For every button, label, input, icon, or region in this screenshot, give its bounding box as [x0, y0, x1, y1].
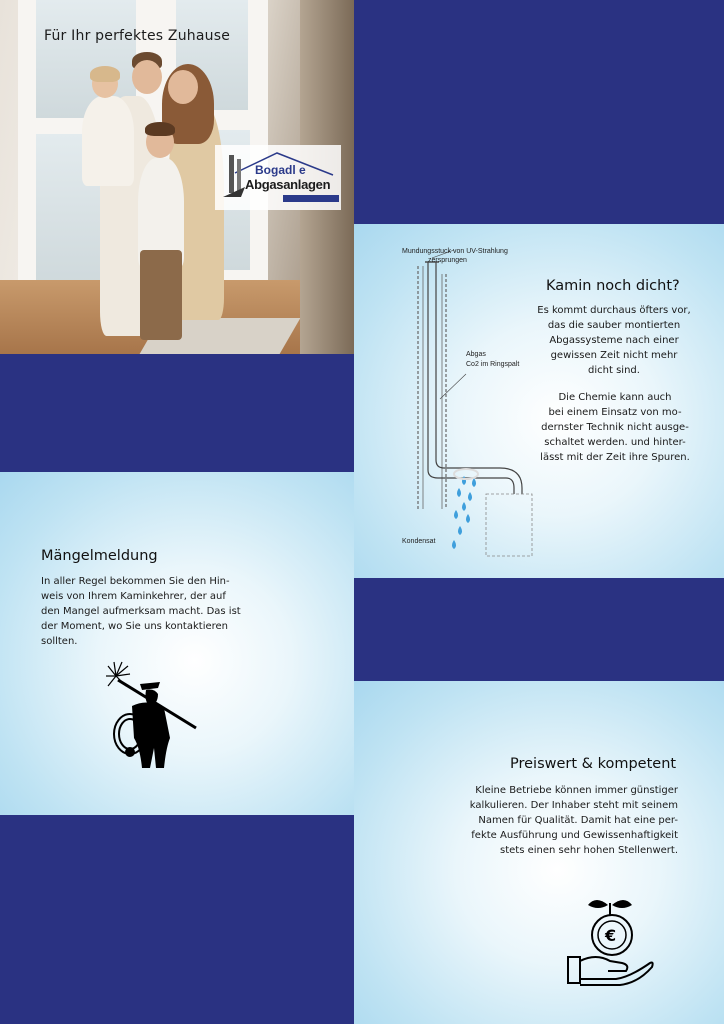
- diagram-label-gas-2: Co2 im Ringspalt: [466, 361, 520, 368]
- family-photo: [0, 0, 354, 354]
- diagram-label-top-2: zersprungen: [428, 257, 467, 264]
- navy-block: [354, 578, 724, 681]
- diagram-label-gas-1: Abgas: [466, 351, 486, 358]
- section-preis: [354, 681, 724, 1024]
- heading-kamin: Kamin noch dicht?: [546, 278, 680, 294]
- company-logo: [215, 145, 341, 210]
- chimney-sweep-icon: [102, 658, 202, 778]
- navy-block: [0, 815, 354, 1024]
- navy-block: [0, 354, 354, 472]
- paragraph-preis: Kleine Betriebe können immer günstiger kalkulieren. Der Inhaber steht mit seinem Namen für Qualität. Damit hat eine per- fekte Ausführung und Gewissenhaftigkeit stets einen sehr hohen Stellenwert.: [469, 785, 678, 856]
- paragraph-maengel: In aller Regel bekommen Sie den Hin- weis von Ihrem Kaminkehrer, der auf den Mangel aufmerksam macht. Das ist der Moment, wo Sie uns kontaktieren sollten.: [41, 576, 241, 647]
- money-hand-icon: [560, 891, 660, 991]
- svg-text:€: €: [605, 926, 617, 945]
- logo-tagline-strip: [283, 195, 339, 202]
- heading-maengel: Mängelmeldung: [41, 548, 158, 564]
- paragraph-kamin-1: Es kommt durchaus öfters vor, das die sauber montierten Abgassysteme nach einer gewissen Zeit nicht mehr dicht sind.: [537, 305, 691, 376]
- little-girl: [82, 96, 134, 186]
- logo-line1: Bogadl e: [255, 163, 306, 177]
- section-maengel: [0, 472, 354, 815]
- logo-line2: Abgasanlagen: [245, 177, 331, 192]
- diagram-label-condensate: Kondensat: [402, 538, 436, 545]
- section-kamin: [354, 224, 724, 578]
- navy-block: [354, 0, 724, 224]
- paragraph-kamin-2: Die Chemie kann auch bei einem Einsatz von mo- dernster Technik nicht ausge- schaltet werden. und hinter- lässt mit der Zeit ihre Spuren.: [540, 392, 690, 463]
- photo-title: Für Ihr perfektes Zuhause: [44, 28, 231, 44]
- heading-preis: Preiswert & kompetent: [510, 756, 677, 772]
- diagram-label-top-1: Mundungsstuck von UV-Strahlung: [402, 248, 508, 255]
